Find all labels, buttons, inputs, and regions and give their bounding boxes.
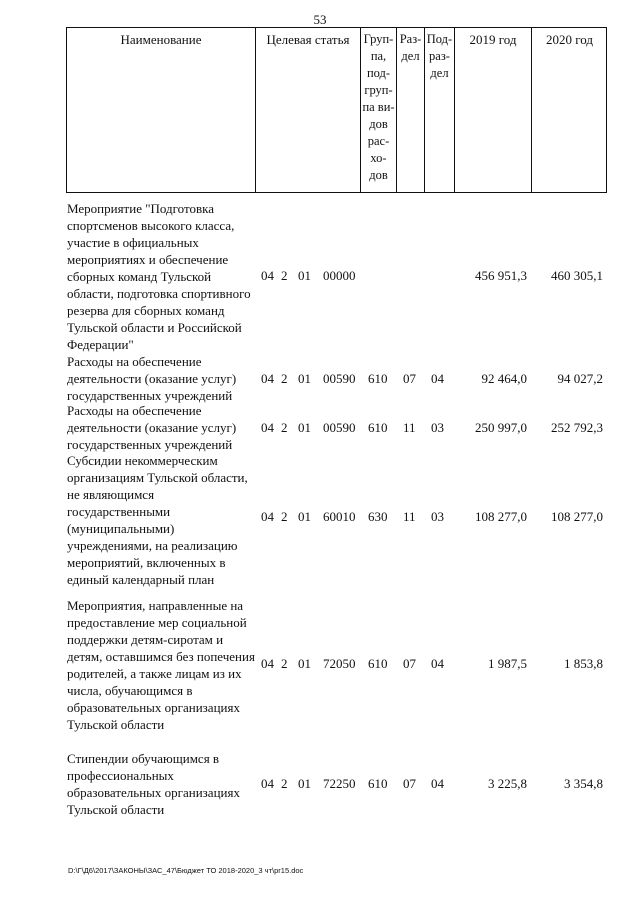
- row-name: Субсидии некоммерческим организациям Тульской области, не являющимся государственными (муниципальными) учреждениями, на реализацию мероприятий, включенных в единый календарный план: [67, 453, 248, 587]
- row-code-3: 01: [298, 776, 311, 791]
- row-code-2: 2: [281, 509, 288, 524]
- row-subsection: 04: [431, 656, 444, 671]
- row-code-1: 04: [261, 268, 274, 283]
- row-section: 11: [403, 420, 416, 435]
- row-code-2: 2: [281, 420, 288, 435]
- row-name: Расходы на обеспечение деятельности (оказание услуг) государственных учреждений: [67, 403, 237, 452]
- row-name: Расходы на обеспечение деятельности (оказание услуг) государственных учреждений: [67, 354, 237, 403]
- row-2020: 460 305,1: [551, 268, 603, 283]
- row-code-4: 00000: [323, 268, 356, 283]
- row-2019: 108 277,0: [475, 509, 527, 524]
- row-code-4: 00590: [323, 420, 356, 435]
- row-group: 610: [368, 371, 388, 386]
- header-section: Раз- дел: [399, 32, 422, 63]
- page-number: 53: [313, 12, 327, 27]
- row-2020: 1 853,8: [564, 656, 603, 671]
- row-section: 07: [403, 776, 416, 791]
- row-subsection: 04: [431, 371, 444, 386]
- header-group: Груп- па, под- груп- па ви- дов рас- хо- дов: [362, 32, 395, 182]
- header-target: Целевая статья: [266, 32, 350, 47]
- row-code-3: 01: [298, 656, 311, 671]
- row-subsection: 03: [431, 420, 444, 435]
- row-code-4: 72250: [323, 776, 356, 791]
- row-section: 11: [403, 509, 416, 524]
- row-subsection: 03: [431, 509, 444, 524]
- row-section: 07: [403, 371, 416, 386]
- row-2019: 92 464,0: [481, 371, 527, 386]
- row-group: 610: [368, 420, 388, 435]
- row-name: Мероприятия, направленные на предоставление мер социальной поддержки детям-сиротам и детям, оставшимся без попечения родителей, а также лицам из их числа, обучающимся в образовательных организациях Тульской области: [67, 598, 255, 732]
- header-divider: [531, 27, 532, 193]
- row-code-3: 01: [298, 371, 311, 386]
- row-code-4: 72050: [323, 656, 356, 671]
- header-2020: 2020 год: [546, 32, 593, 47]
- row-code-1: 04: [261, 371, 274, 386]
- row-code-3: 01: [298, 420, 311, 435]
- row-code-1: 04: [261, 656, 274, 671]
- header-divider: [454, 27, 455, 193]
- row-2019: 1 987,5: [488, 656, 527, 671]
- row-group: 610: [368, 776, 388, 791]
- row-2019: 250 997,0: [475, 420, 527, 435]
- header-name: Наименование: [120, 32, 202, 47]
- row-code-2: 2: [281, 268, 288, 283]
- row-code-4: 60010: [323, 509, 356, 524]
- row-2019: 3 225,8: [488, 776, 527, 791]
- row-code-2: 2: [281, 371, 288, 386]
- header-subsection: Под- раз- дел: [426, 32, 453, 80]
- row-group: 630: [368, 509, 388, 524]
- row-code-3: 01: [298, 509, 311, 524]
- row-2020: 252 792,3: [551, 420, 603, 435]
- row-section: 07: [403, 656, 416, 671]
- row-code-2: 2: [281, 656, 288, 671]
- row-2020: 108 277,0: [551, 509, 603, 524]
- row-code-1: 04: [261, 509, 274, 524]
- row-2019: 456 951,3: [475, 268, 527, 283]
- header-divider: [255, 27, 256, 193]
- row-2020: 94 027,2: [557, 371, 603, 386]
- header-2019: 2019 год: [469, 32, 517, 47]
- row-code-2: 2: [281, 776, 288, 791]
- row-code-3: 01: [298, 268, 311, 283]
- row-group: 610: [368, 656, 388, 671]
- row-code-1: 04: [261, 776, 274, 791]
- row-name: Мероприятие "Подготовка спортсменов высокого класса, участие в официальных мероприятиях и обеспечение сборных команд Тульской области, подготовка спортивного резерва для сборных команд Тульской области и Российской Федерации": [67, 201, 251, 352]
- row-subsection: 04: [431, 776, 444, 791]
- row-code-1: 04: [261, 420, 274, 435]
- table-header-frame: [66, 27, 607, 193]
- row-name: Стипендии обучающимся в профессиональных образовательных организациях Тульской области: [67, 751, 240, 817]
- file-path-footer: D:\Г\Д6\2017\ЗАКОНЫ\ЗАС_47\Бюджет ТО 2018-2020_3 чт\pr15.doc: [68, 866, 304, 875]
- row-code-4: 00590: [323, 371, 356, 386]
- row-2020: 3 354,8: [564, 776, 603, 791]
